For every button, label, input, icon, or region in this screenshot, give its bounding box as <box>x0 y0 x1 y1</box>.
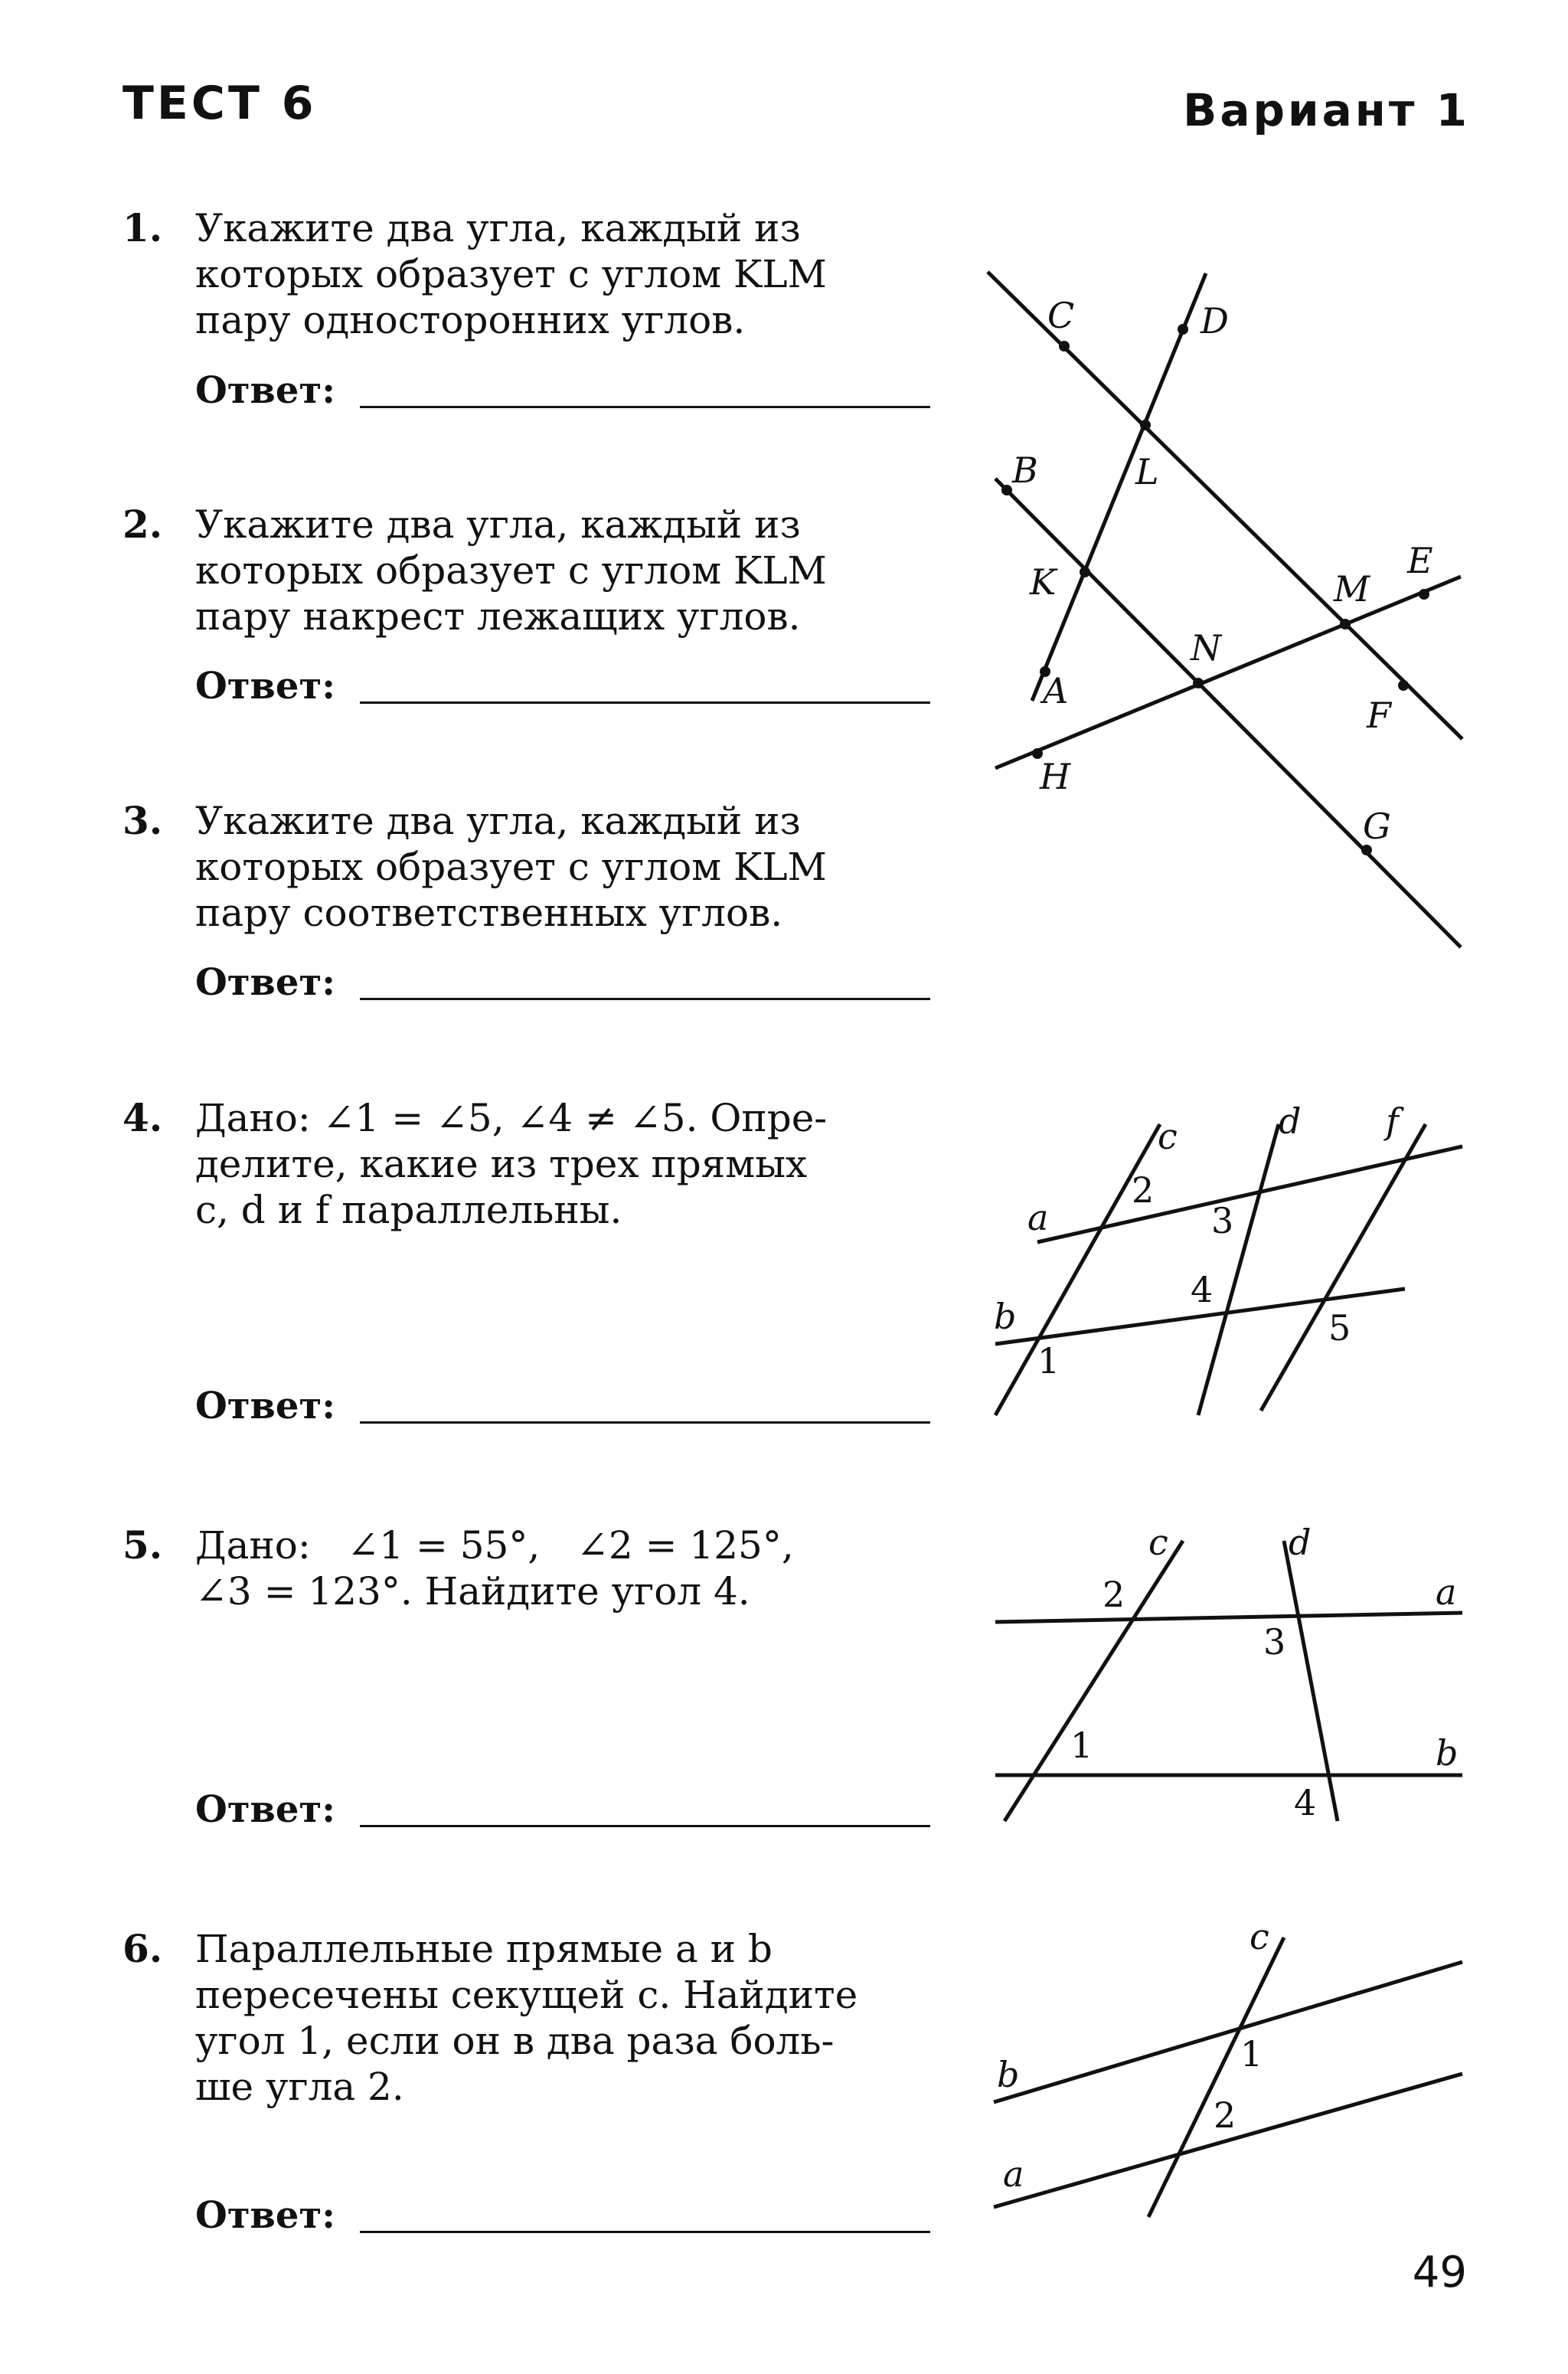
task-line: пару соответственных углов. <box>195 891 783 935</box>
task-line: пересечены секущей c. Найдите <box>195 1973 858 2017</box>
task-line: c, d и f параллельны. <box>195 1188 622 1232</box>
angle-label-3: 3 <box>1211 1200 1234 1241</box>
line-label-c: c <box>1148 1522 1168 1563</box>
line-label-d: d <box>1279 1100 1302 1142</box>
point-label-G: G <box>1363 806 1391 847</box>
angle-label-3: 3 <box>1263 1621 1286 1663</box>
task-line: Укажите два угла, каждый из <box>195 206 801 250</box>
point-label-H: H <box>1040 756 1071 797</box>
line-label-b: b <box>1436 1732 1459 1774</box>
line-c <box>1148 1937 1284 2217</box>
answer-label: Ответ: <box>195 1385 335 1427</box>
task-line: которых образует с углом KLM <box>195 548 827 593</box>
variant-title: Вариант 1 <box>1183 84 1470 136</box>
task-line: пару накрест лежащих углов. <box>195 594 801 639</box>
angle-label-1: 1 <box>1240 2033 1263 2075</box>
angle-label-2: 2 <box>1102 1574 1125 1615</box>
angle-label-2: 2 <box>1214 2094 1236 2136</box>
task-number: 5. <box>122 1522 163 1568</box>
task-line: Дано: ∠1 = 55°, ∠2 = 125°, <box>195 1523 794 1568</box>
line-label-c: c <box>1250 1916 1269 1957</box>
point-label-L: L <box>1135 451 1159 492</box>
task-line: пару односторонних углов. <box>195 298 746 342</box>
point-label-C: C <box>1047 295 1075 336</box>
task-line: Дано: ∠1 = ∠5, ∠4 ≠ ∠5. Опре- <box>195 1096 828 1140</box>
answer-label: Ответ: <box>195 961 335 1004</box>
point-label-M: M <box>1334 568 1370 610</box>
task-line: Укажите два угла, каждый из <box>195 502 801 547</box>
task-number: 4. <box>122 1095 163 1140</box>
task-line: Укажите два угла, каждый из <box>195 799 801 843</box>
point-label-F: F <box>1367 695 1391 736</box>
line-label-b: b <box>997 2054 1020 2095</box>
answer-label: Ответ: <box>195 665 335 708</box>
angle-label-1: 1 <box>1037 1340 1060 1382</box>
answer-label: Ответ: <box>195 2194 335 2237</box>
answer-label: Ответ: <box>195 369 335 412</box>
task-number: 1. <box>122 205 163 250</box>
point-label-B: B <box>1012 450 1038 491</box>
page-number: 49 <box>1412 2248 1467 2297</box>
task-line: ше угла 2. <box>195 2065 404 2109</box>
point-label-E: E <box>1407 540 1433 581</box>
line-label-c: c <box>1158 1116 1178 1157</box>
line-label-f: f <box>1386 1100 1400 1142</box>
task-number: 6. <box>122 1926 163 1971</box>
task-line: Параллельные прямые a и b <box>195 1927 773 1971</box>
angle-label-4: 4 <box>1294 1782 1317 1823</box>
angle-label-4: 4 <box>1191 1269 1214 1310</box>
line-label-b: b <box>994 1296 1017 1337</box>
answer-label: Ответ: <box>195 1788 335 1831</box>
line-b <box>994 1962 1462 2102</box>
task-line: ∠3 = 123°. Найдите угол 4. <box>195 1569 750 1614</box>
task-line: которых образует с углом KLM <box>195 252 827 296</box>
point-label-K: K <box>1030 561 1057 603</box>
angle-label-5: 5 <box>1328 1307 1351 1349</box>
task-line: угол 1, если он в два раза боль- <box>195 2019 835 2063</box>
task-number: 2. <box>122 502 163 547</box>
task-number: 3. <box>122 798 163 843</box>
point-label-D: D <box>1200 300 1229 342</box>
line-label-d: d <box>1289 1522 1312 1563</box>
test-title: ТЕСТ 6 <box>122 77 317 130</box>
point-label-A: A <box>1043 670 1069 711</box>
angle-label-1: 1 <box>1070 1725 1093 1766</box>
line-label-a: a <box>1003 2153 1024 2195</box>
angle-label-2: 2 <box>1132 1169 1155 1211</box>
task-line: делите, какие из трех прямых <box>195 1142 808 1186</box>
task-line: которых образует с углом KLM <box>195 845 827 889</box>
line-label-a: a <box>1436 1571 1457 1613</box>
point-label-N: N <box>1191 627 1222 669</box>
line-label-a: a <box>1027 1197 1049 1238</box>
